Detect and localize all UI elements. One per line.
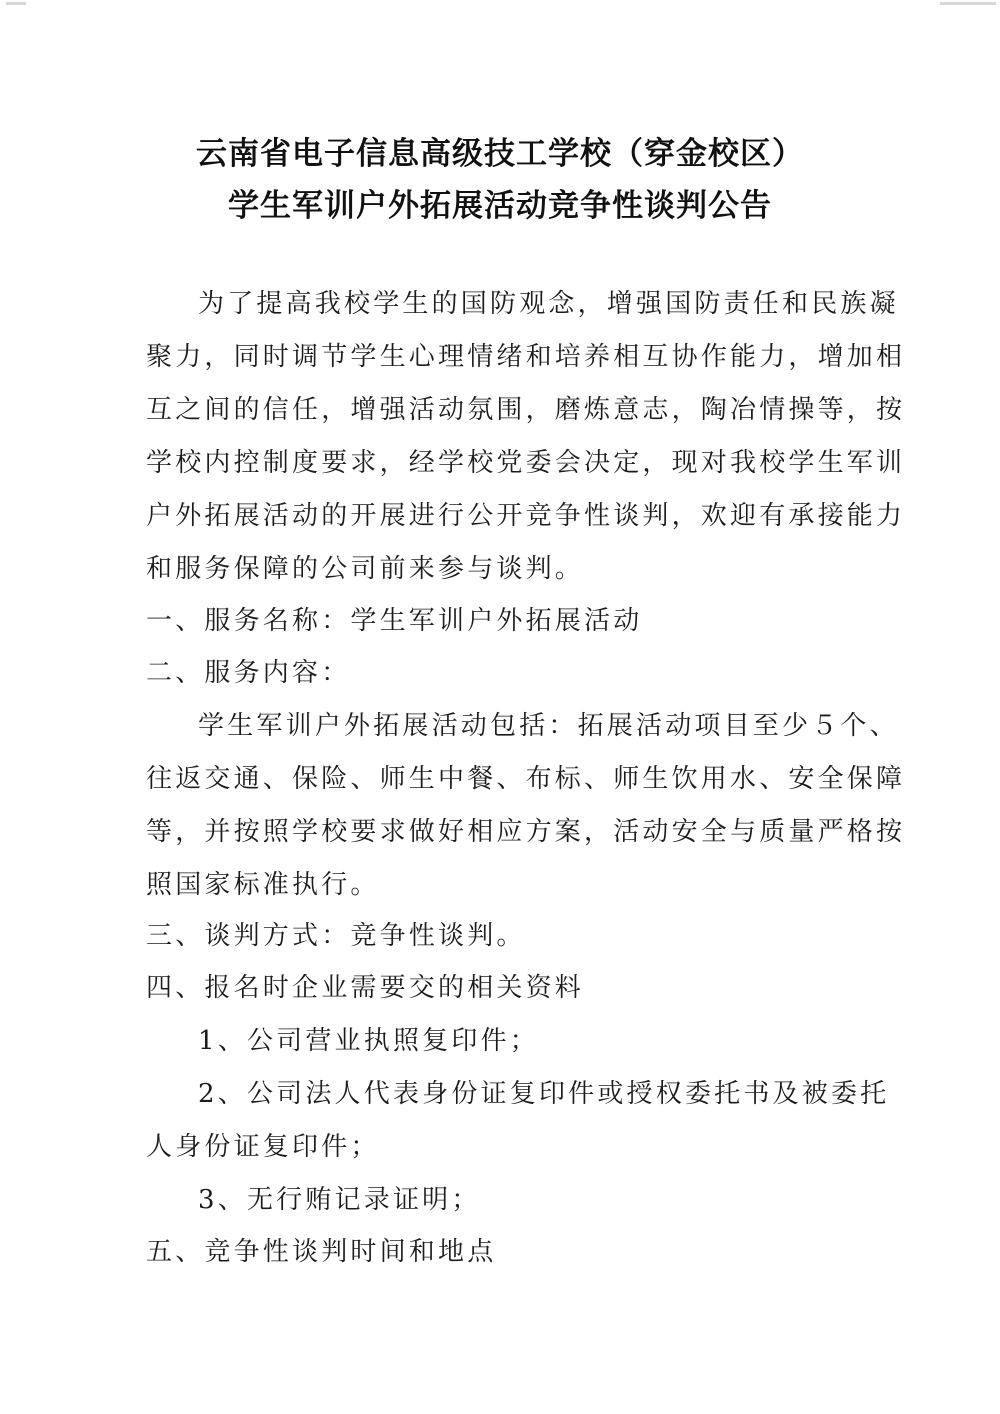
requirement-item-2-line-1: 2、公司法人代表身份证复印件或授权委托书及被委托 (198, 1079, 890, 1109)
paragraph-intro-line-2: 聚力，同时调节学生心理情绪和培养相互协作能力，增加相 (146, 342, 906, 372)
service-content-line-4: 照国家标准执行。 (146, 870, 380, 900)
paragraph-intro-line-4: 学校内控制度要求，经学校党委会决定，现对我校学生军训 (146, 448, 906, 478)
section-1-service-name: 一、服务名称：学生军训户外拓展活动 (146, 606, 643, 636)
service-content-line-3: 等，并按照学校要求做好相应方案，活动安全与质量严格按 (146, 817, 906, 847)
document-title-line-1: 云南省电子信息高级技工学校（穿金校区） (196, 136, 804, 172)
requirement-item-2-line-2: 人身份证复印件； (146, 1132, 380, 1162)
document-title-line-2: 学生军训户外拓展活动竞争性谈判公告 (228, 188, 772, 224)
section-4-heading: 四、报名时企业需要交的相关资料 (146, 973, 585, 1003)
section-2-heading: 二、服务内容： (146, 658, 351, 688)
service-content-line-1: 学生军训户外拓展活动包括：拓展活动项目至少５个、 (198, 711, 899, 741)
requirement-item-3: 3、无行贿记录证明； (198, 1185, 481, 1215)
service-content-line-2: 往返交通、保险、师生中餐、布标、师生饮用水、安全保障 (146, 764, 906, 794)
paragraph-intro-line-3: 互之间的信任，增强活动氛围，磨炼意志，陶冶情操等，按 (146, 395, 906, 425)
paragraph-intro-line-5: 户外拓展活动的开展进行公开竞争性谈判，欢迎有承接能力 (146, 501, 906, 531)
paragraph-intro-line-6: 和服务保障的公司前来参与谈判。 (146, 554, 585, 584)
section-5-heading: 五、竞争性谈判时间和地点 (146, 1237, 497, 1267)
paragraph-intro-line-1: 为了提高我校学生的国防观念，增强国防责任和民族凝 (198, 289, 899, 319)
section-3-negotiation-method: 三、谈判方式：竞争性谈判。 (146, 921, 526, 951)
scan-edge-mark-left (6, 2, 26, 5)
scan-edge-mark-right (940, 2, 996, 5)
requirement-item-1: 1、公司营业执照复印件； (198, 1026, 539, 1056)
